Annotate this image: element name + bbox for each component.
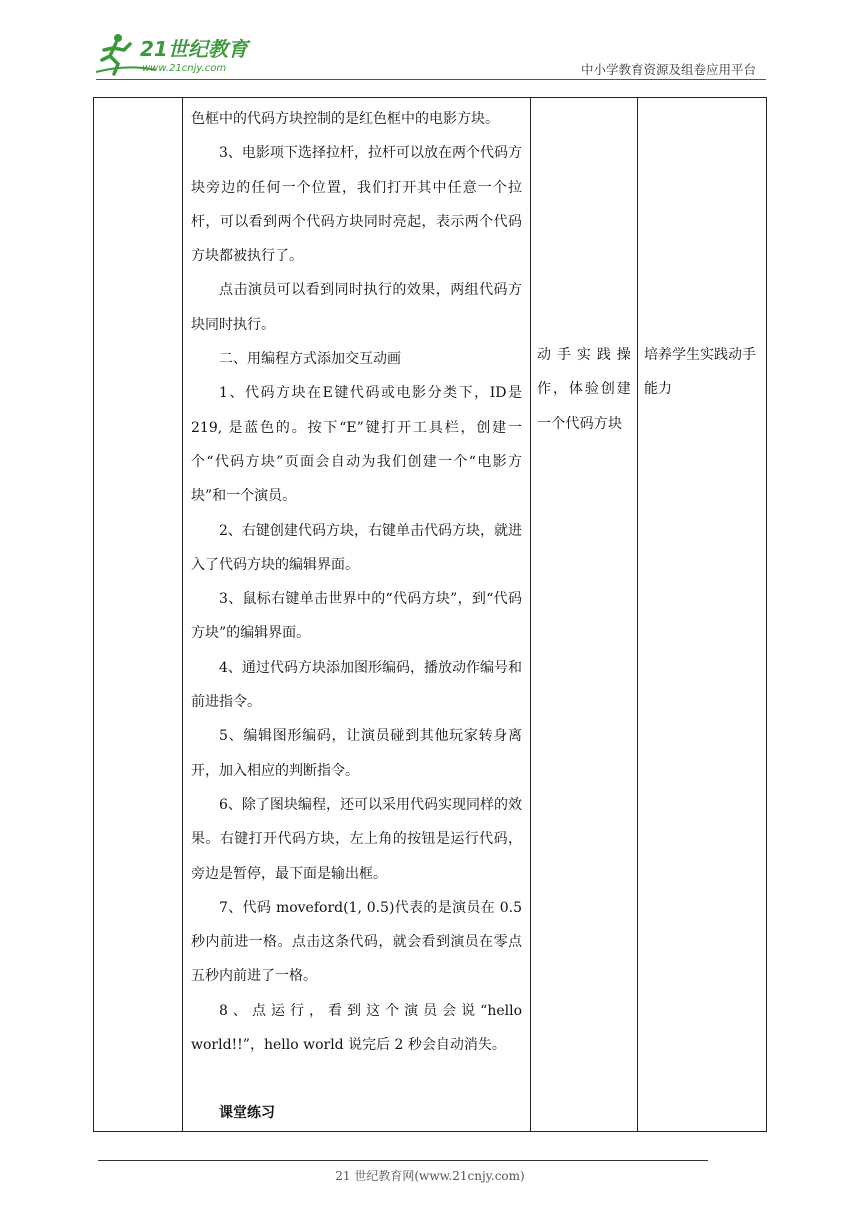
paragraph: 色框中的代码方块控制的是红色框中的电影方块。: [191, 111, 499, 127]
paragraph: 3、鼠标右键单击世界中的“代码方块”，到“代码方块”的编辑界面。: [191, 591, 522, 642]
page-header: [0, 0, 860, 80]
footer-divider: [98, 1160, 708, 1161]
platform-title: 中小学教育资源及组卷应用平台: [580, 62, 756, 77]
svg-text:21世纪教育: 21世纪教育: [140, 37, 248, 61]
runner-logo-icon: [96, 30, 266, 78]
activity-text: [183, 98, 530, 1131]
site-logo: [96, 30, 266, 78]
table-cell-empty: [94, 98, 183, 1132]
paragraph: 点击演员可以看到同时执行的效果，两组代码方块同时执行。: [191, 282, 522, 333]
paragraph: 3、电影项下选择拉杆，拉杆可以放在两个代码方块旁边的任何一个位置，我们打开其中任意一个拉杆，可以看到两个代码方块同时亮起，表示两个代码方块都被执行了。: [191, 145, 522, 265]
footer-text: 21 世纪教育网(www.21cnjy.com): [335, 1169, 525, 1183]
blank-line: [191, 1062, 522, 1096]
paragraph: 2、右键创建代码方块，右键单击代码方块，就进入了代码方块的编辑界面。: [191, 522, 522, 573]
svg-text:www.21cnjy.com: www.21cnjy.com: [142, 63, 227, 74]
design-intent-text: 培养学生实践动手能力: [644, 347, 756, 398]
student-activity-text: 动手实践操作，体验创建一个代码方块: [537, 347, 631, 432]
paragraph: 8、点运行，看到这个演员会说“hello world!!”，hello world 说完后 2 秒会自动消失。: [191, 1002, 522, 1054]
section-heading: 课堂练习: [219, 1105, 275, 1122]
table-cell-student-activity: [531, 98, 638, 1132]
paragraph: 1、代码方块在E键代码或电影分类下，ID是219, 是蓝色的。按下“E”键打开工具栏，创建一个“代码方块”页面会自动为我们创建一个“电影方块”和一个演员。: [191, 385, 522, 505]
paragraph: 5、编辑图形编码，让演员碰到其他玩家转身离开，加入相应的判断指令。: [191, 728, 522, 779]
table-cell-activities: [183, 98, 531, 1132]
lesson-table: [93, 97, 767, 1132]
paragraph: 7、代码 moveford(1, 0.5)代表的是演员在 0.5 秒内前进一格。点击这条代码，就会看到演员在零点五秒内前进了一格。: [191, 899, 522, 985]
paragraph: 二、用编程方式添加交互动画: [219, 351, 401, 368]
paragraph: 6、除了图块编程，还可以采用代码实现同样的效果。右键打开代码方块，左上角的按钮是运行代码，旁边是暂停，最下面是输出框。: [191, 796, 522, 882]
table-cell-design-intent: [638, 98, 767, 1132]
header-divider: [96, 79, 766, 80]
table-row: [94, 98, 767, 1132]
paragraph: 4、通过代码方块添加图形编码，播放动作编号和前进指令。: [191, 659, 522, 711]
